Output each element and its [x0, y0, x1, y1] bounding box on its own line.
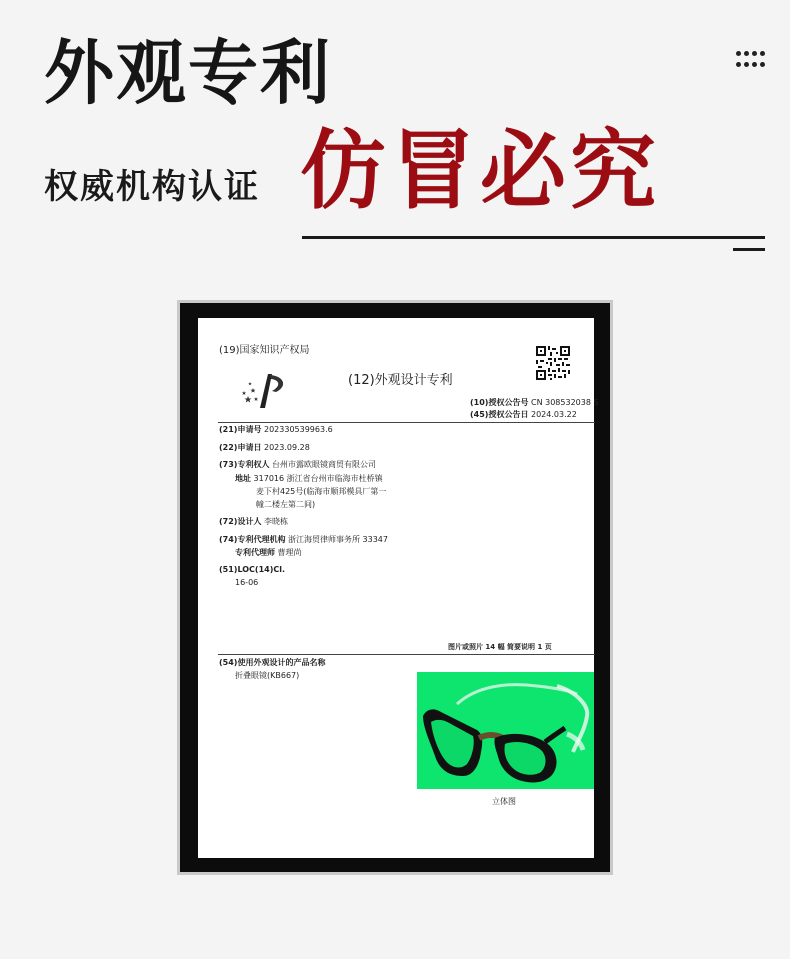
cnipa-logo-icon: [238, 370, 290, 410]
glasses-image: [417, 672, 594, 789]
certificate-frame: [177, 300, 613, 875]
patent-agent: [235, 549, 302, 557]
separator-line: [218, 422, 595, 423]
divider-line: [302, 236, 765, 239]
grant-date: [470, 411, 577, 419]
field-value: 317016 浙江省台州市临海市杜桥镇: [253, 474, 383, 483]
product-photo: [417, 672, 594, 789]
separator-line: [218, 654, 595, 655]
field-label: (21)申请号: [219, 425, 262, 434]
photo-caption: 立体图: [492, 797, 516, 806]
menu-button[interactable]: [736, 51, 766, 69]
dot-icon: [760, 62, 765, 67]
dot-icon: [752, 51, 757, 56]
field-label: 地址: [235, 474, 251, 483]
field-value: 2023.09.28: [264, 443, 310, 452]
sheet-count: 图片或照片 14 幅 简要说明 1 页: [448, 643, 552, 651]
field-value: 李晓栋: [264, 517, 288, 526]
grant-number: [470, 399, 599, 407]
holder-address-line2: 麦下村425号(临海市顺邦模具厂第一: [256, 487, 387, 496]
field-value: 202330539963.6: [264, 425, 333, 434]
field-label: (51)LOC(14)Cl.: [219, 565, 286, 574]
holder-address: [235, 475, 383, 483]
field-label: (54)使用外观设计的产品名称: [219, 658, 326, 667]
field-value: 浙江海贸律师事务所 33347: [288, 535, 388, 544]
dot-icon: [736, 62, 741, 67]
field-value: 2024.03.22: [531, 410, 577, 419]
subtitle: 权威机构认证: [44, 167, 260, 207]
loc-class-value: 16-06: [235, 578, 259, 587]
field-label: (73)专利权人: [219, 460, 270, 469]
dot-icon: [744, 62, 749, 67]
document-title: (12)外观设计专利: [348, 373, 453, 388]
holder-address-line3: 幢二楼左第二间): [256, 500, 316, 509]
dot-icon: [744, 51, 749, 56]
field-label: (74)专利代理机构: [219, 535, 286, 544]
patent-holder: [219, 461, 376, 469]
bureau-name: (19)国家知识产权局: [219, 345, 310, 356]
dot-icon: [752, 62, 757, 67]
certificate-paper: [198, 318, 599, 858]
page-title: 外观专利: [44, 32, 332, 114]
divider-accent: [733, 248, 765, 251]
loc-classification: [219, 566, 285, 574]
field-value: CN 308532038 S: [531, 398, 599, 407]
certificate-border: [180, 303, 610, 872]
dot-icon: [736, 51, 741, 56]
slogan: 仿冒必究: [300, 120, 660, 221]
field-value: 曹理尚: [277, 548, 302, 557]
field-label: (22)申请日: [219, 443, 262, 452]
field-label: 专利代理师: [235, 548, 275, 557]
application-date: [219, 444, 310, 452]
field-label: (45)授权公告日: [470, 410, 529, 419]
patent-agency: [219, 536, 388, 544]
product-name: 折叠眼镜(KB667): [235, 671, 300, 680]
field-value: 台州市露欧眼镜商贸有限公司: [272, 460, 376, 469]
field-label: (10)授权公告号: [470, 398, 529, 407]
qr-code-icon: [536, 346, 570, 380]
application-number: [219, 426, 333, 434]
dot-icon: [760, 51, 765, 56]
designer: [219, 518, 288, 526]
product-name-label: [219, 659, 325, 667]
field-label: (72)设计人: [219, 517, 262, 526]
